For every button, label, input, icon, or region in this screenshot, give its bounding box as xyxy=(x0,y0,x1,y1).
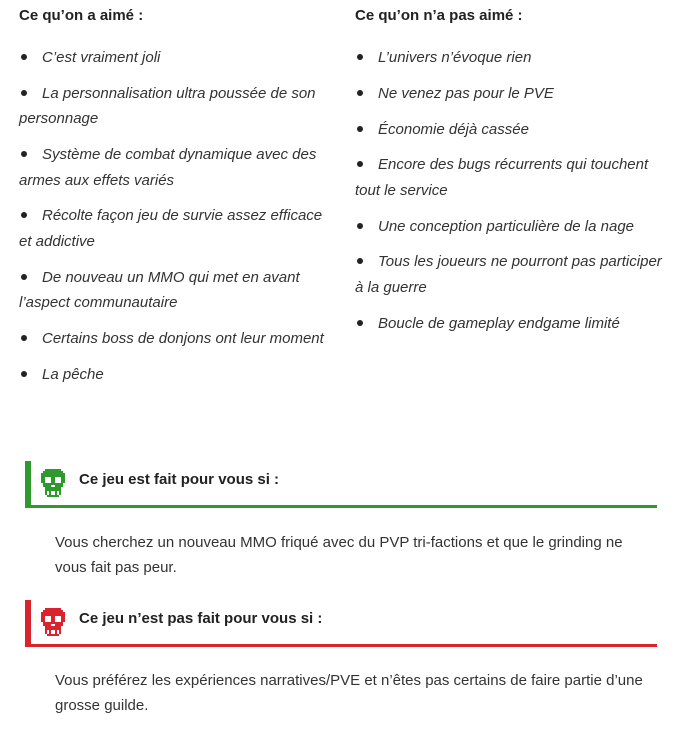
list-item: Boucle de gameplay endgame limité xyxy=(355,311,665,337)
accent-bar xyxy=(25,600,31,647)
liked-heading: Ce qu’on a aimé : xyxy=(19,7,144,24)
list-item: Encore des bugs récurrents qui touchent tout le service xyxy=(355,156,649,199)
list-item: La pêche xyxy=(19,362,329,388)
verdict-bad-text: Vous préférez les expériences narratives/PVE et n’êtes pas certains de faire partie d’une grosse guilde. xyxy=(55,672,643,714)
verdict-bad-header xyxy=(25,600,657,647)
list-item: Économie déjà cassée xyxy=(355,117,665,143)
liked-list xyxy=(19,45,329,398)
bullet-icon xyxy=(21,274,27,280)
accent-underline xyxy=(25,644,657,647)
list-item: Récolte façon jeu de survie assez efficace et addictive xyxy=(19,207,323,250)
bullet-icon xyxy=(21,212,27,218)
bullet-icon xyxy=(21,90,27,96)
list-item: Certains boss de donjons ont leur moment xyxy=(19,326,329,352)
accent-bar xyxy=(25,461,31,508)
accent-underline xyxy=(25,505,657,508)
bullet-icon xyxy=(21,54,27,60)
skull-icon xyxy=(39,469,67,497)
bullet-icon xyxy=(357,223,363,229)
bullet-icon xyxy=(357,126,363,132)
bullet-icon xyxy=(357,90,363,96)
skull-icon xyxy=(39,608,67,636)
list-item: Tous les joueurs ne pourront pas participer à la guerre xyxy=(355,253,662,296)
verdict-good-text: Vous cherchez un nouveau MMO friqué avec du PVP tri-factions et que le grinding ne vous fait pas peur. xyxy=(55,534,623,576)
verdict-good-header xyxy=(25,461,657,508)
bullet-icon xyxy=(357,161,363,167)
bullet-icon xyxy=(357,258,363,264)
list-item: Ne venez pas pour le PVE xyxy=(355,81,665,107)
verdict-good-title: Ce jeu est fait pour vous si : xyxy=(79,471,280,488)
bullet-icon xyxy=(357,54,363,60)
list-item: Une conception particulière de la nage xyxy=(355,214,665,240)
bullet-icon xyxy=(21,371,27,377)
bullet-icon xyxy=(21,151,27,157)
disliked-list xyxy=(355,45,665,347)
list-item: C’est vraiment joli xyxy=(19,45,329,71)
list-item: De nouveau un MMO qui met en avant l’aspect communautaire xyxy=(19,268,300,312)
verdict-bad-title: Ce jeu n’est pas fait pour vous si : xyxy=(79,610,323,627)
bullet-icon xyxy=(21,335,27,341)
list-item: La personnalisation ultra poussée de son personnage xyxy=(19,84,316,128)
bullet-icon xyxy=(357,320,363,326)
list-item: Système de combat dynamique avec des armes aux effets variés xyxy=(19,146,317,189)
disliked-heading: Ce qu’on n’a pas aimé : xyxy=(355,7,523,24)
list-item: L’univers n’évoque rien xyxy=(355,45,665,71)
